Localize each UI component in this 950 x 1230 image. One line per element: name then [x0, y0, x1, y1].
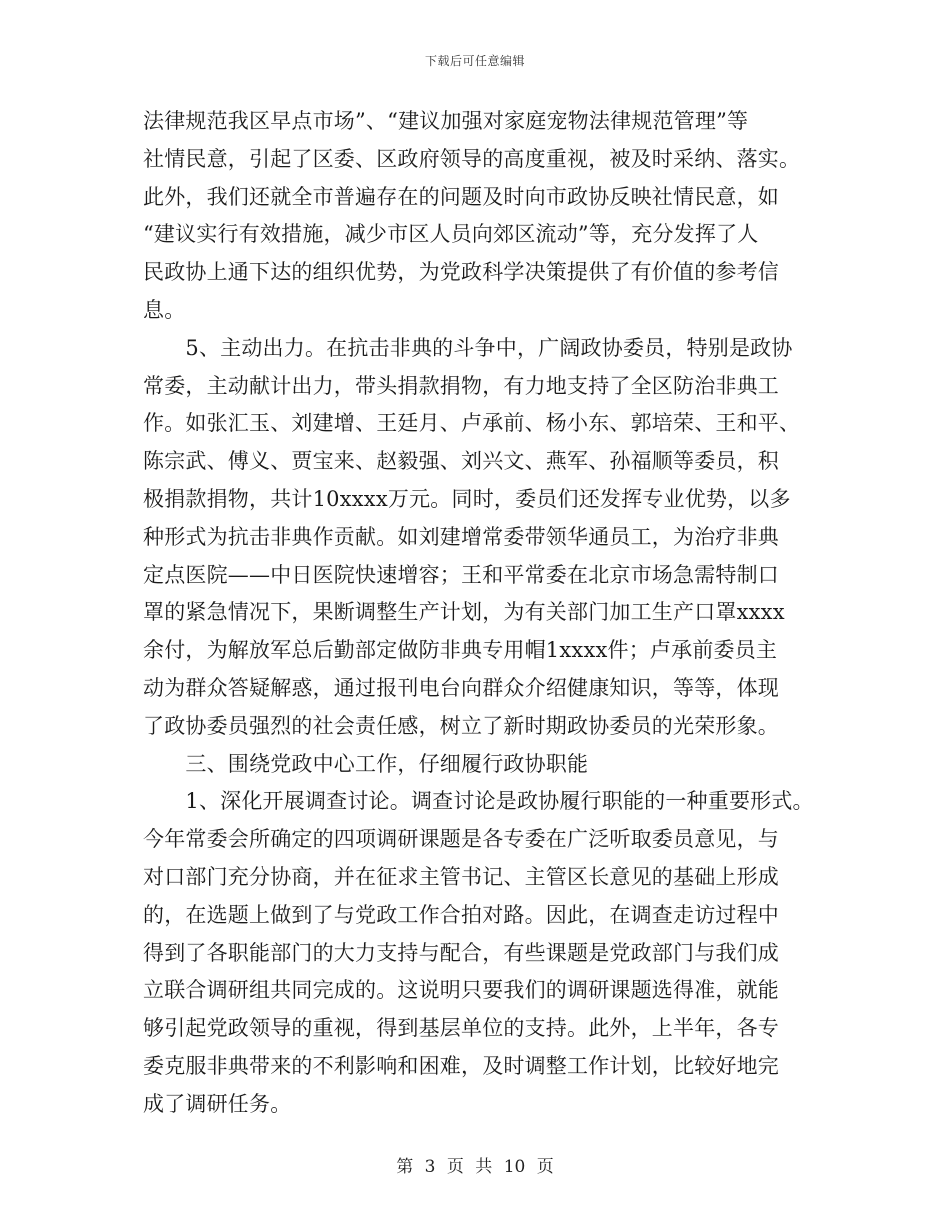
section-heading: 三、围绕党政中心工作，仔细履行政协职能 [143, 751, 589, 776]
text-line: 社情民意，引起了区委、区政府领导的高度重视，被及时采纳、落实。 [143, 146, 801, 171]
text-line: 了政协委员强烈的社会责任感，树立了新时期政协委员的光荣形象。 [143, 713, 779, 738]
text-line: 法律规范我区早点市场”、“建议加强对家庭宠物法律规范管理”等 [143, 109, 749, 133]
text-line: 种形式为抗击非典作贡献。如刘建增常委带领华通员工，为治疗非典 [143, 524, 779, 549]
text-line: 余付，为解放军总后勤部定做防非典专用帽1xxxx件；卢承前委员主 [143, 638, 778, 663]
text-line: 委克服非典带来的不利影响和困难，及时调整工作计划，比较好地完 [143, 1053, 779, 1078]
page-number: 第 3 页 共 10 页 [396, 1157, 554, 1177]
text-line: 1、深化开展调查讨论。调查讨论是政协履行职能的一种重要形式。 [143, 789, 814, 814]
text-line: 立联合调研组共同完成的。这说明只要我们的调研课题选得准，就能 [143, 978, 779, 1003]
text-line: 民政协上通下达的组织优势，为党政科学决策提供了有价值的参考信 [143, 260, 779, 285]
text-line: 对口部门充分协商，并在征求主管书记、主管区长意见的基础上形成 [143, 864, 779, 889]
text-line: 5、主动出力。在抗击非典的斗争中，广阔政协委员，特别是政协 [143, 335, 793, 360]
text-line: 息。 [143, 297, 186, 322]
text-line: 成了调研任务。 [143, 1091, 292, 1116]
text-line: 作。如张汇玉、刘建增、王廷月、卢承前、杨小东、郭培荣、王和平、 [143, 411, 801, 436]
text-line: 今年常委会所确定的四项调研课题是各专委在广泛听取委员意见，与 [143, 827, 779, 852]
text-line: 够引起党政领导的重视，得到基层单位的支持。此外，上半年，各专 [143, 1016, 779, 1041]
page-header: 下载后可任意编辑 [424, 54, 525, 68]
text-line: 极捐款捐物，共计10xxxx万元。同时，委员们还发挥专业优势，以多 [143, 486, 791, 511]
document-body [143, 103, 823, 1124]
text-line: 常委，主动献计出力，带头捐款捐物，有力地支持了全区防治非典工 [143, 373, 779, 398]
text-line: 此外，我们还就全市普遍存在的问题及时向市政协反映社情民意，如 [143, 184, 779, 209]
text-line: “建议实行有效措施，减少市区人员向郊区流动”等，充分发挥了人 [143, 222, 759, 247]
text-line: 动为群众答疑解惑，通过报刊电台向群众介绍健康知识，等等，体现 [143, 675, 779, 700]
text-line: 定点医院——中日医院快速增容；王和平常委在北京市场急需特制口 [143, 562, 779, 587]
text-line: 得到了各职能部门的大力支持与配合，有些课题是党政部门与我们成 [143, 940, 779, 965]
text-line: 罩的紧急情况下，果断调整生产计划，为有关部门加工生产口罩xxxx [143, 600, 785, 625]
text-line: 的，在选题上做到了与党政工作合拍对路。因此，在调查走访过程中 [143, 902, 779, 927]
text-line: 陈宗武、傅义、贾宝来、赵毅强、刘兴文、燕军、孙福顺等委员，积 [143, 449, 779, 474]
